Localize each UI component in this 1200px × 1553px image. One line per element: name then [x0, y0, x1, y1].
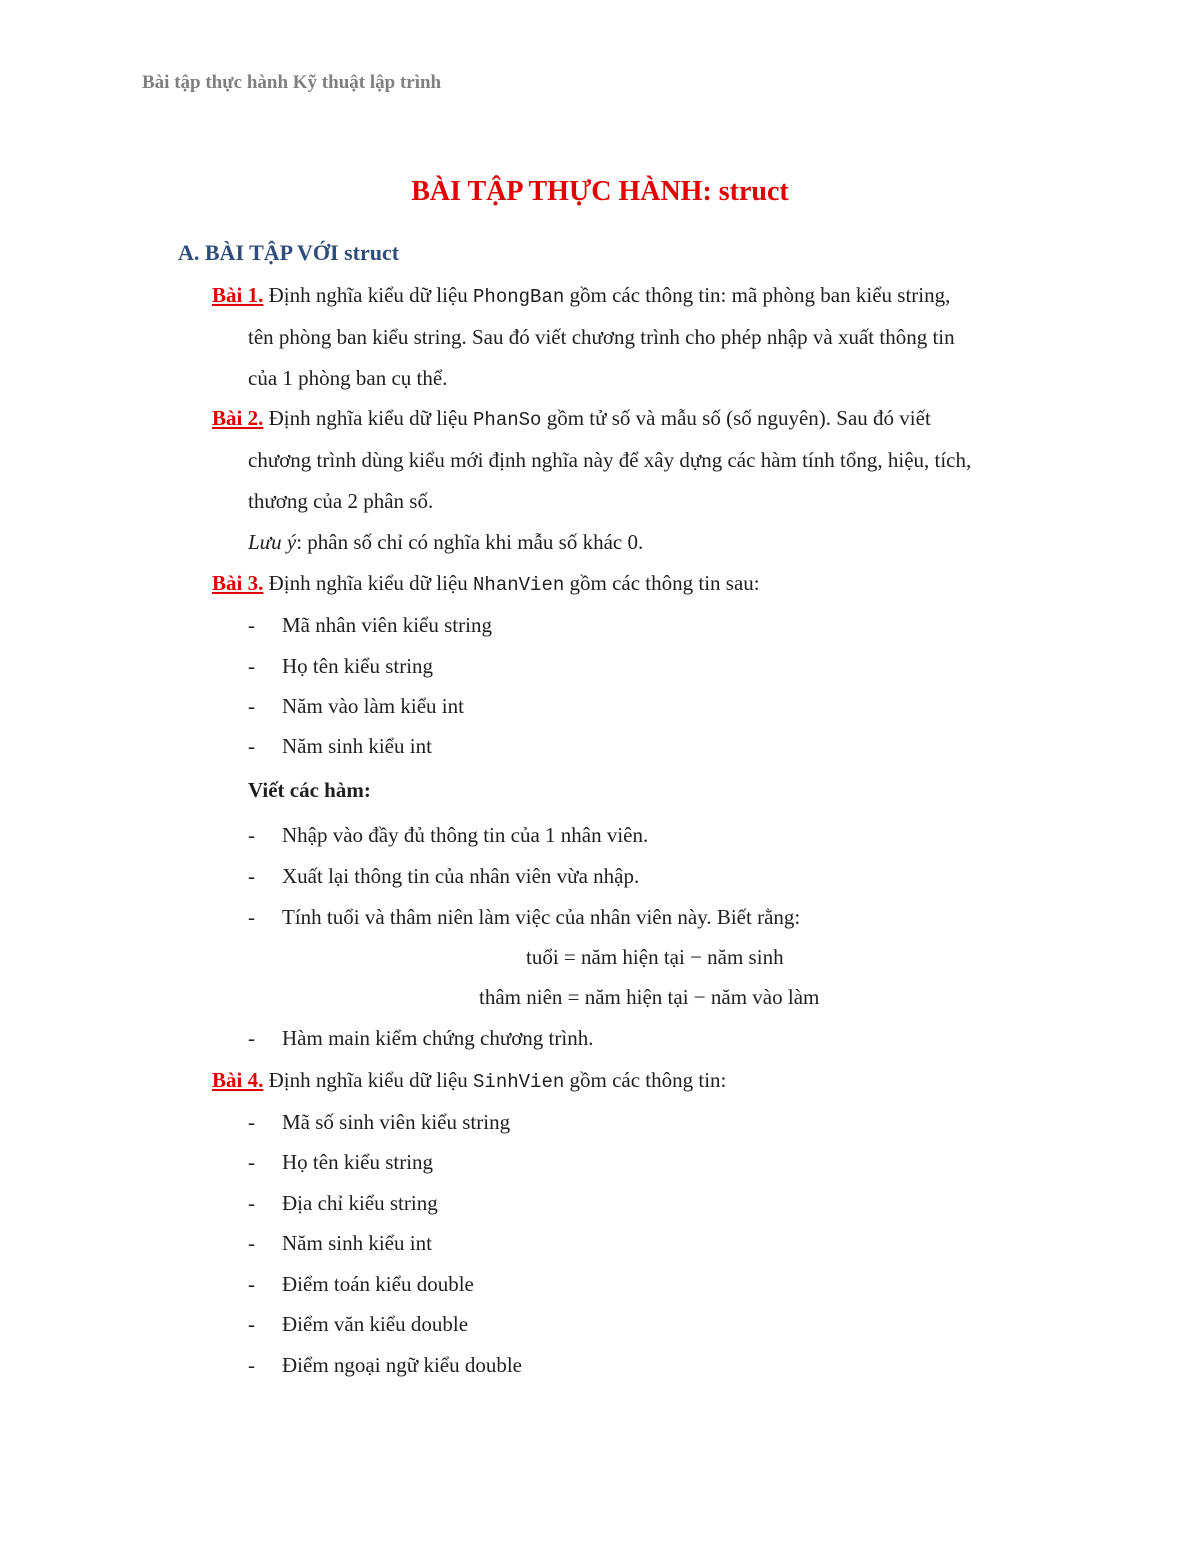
exercise-4-label: Bài 4.	[212, 1068, 264, 1092]
bullet-dash: -	[248, 1231, 255, 1255]
exercise-4-code: SinhVien	[473, 1071, 565, 1093]
exercise-3-field: Họ tên kiểu string	[282, 654, 434, 678]
note-text: : phân số chỉ có nghĩa khi mẫu số khác 0.	[296, 530, 644, 554]
exercise-3-field: Mã nhân viên kiểu string	[282, 613, 492, 637]
exercise-2-note	[248, 528, 643, 556]
exercise-3-field: Năm sinh kiểu int	[282, 734, 432, 758]
exercise-4-field: Năm sinh kiểu int	[282, 1231, 432, 1255]
exercise-3-function: Nhập vào đầy đủ thông tin của 1 nhân viên.	[282, 823, 649, 847]
bullet-dash: -	[248, 1026, 255, 1050]
functions-heading: Viết các hàm:	[248, 778, 371, 802]
bullet-dash: -	[248, 823, 255, 847]
formula-age: tuổi = năm hiện tại − năm sinh	[526, 945, 784, 969]
exercise-1-line-1	[212, 281, 950, 311]
bullet-dash: -	[248, 1150, 255, 1174]
bullet-dash: -	[248, 734, 255, 758]
exercise-2-line-1	[212, 404, 931, 434]
bullet-dash: -	[248, 1272, 255, 1296]
exercise-3-main-function: Hàm main kiểm chứng chương trình.	[282, 1026, 594, 1050]
exercise-3-function: Tính tuổi và thâm niên làm việc của nhân viên này. Biết rằng:	[282, 905, 801, 929]
exercise-1-code: PhongBan	[473, 286, 565, 308]
exercise-3-label: Bài 3.	[212, 571, 264, 595]
exercise-2-line-3: thương của 2 phân số.	[248, 489, 434, 513]
exercise-4-field: Mã số sinh viên kiểu string	[282, 1110, 511, 1134]
bullet-dash: -	[248, 1191, 255, 1215]
exercise-1-line-3: của 1 phòng ban cụ thể.	[248, 366, 448, 390]
bullet-dash: -	[248, 694, 255, 718]
running-header: Bài tập thực hành Kỹ thuật lập trình	[142, 72, 442, 93]
exercise-3-field: Năm vào làm kiểu int	[282, 694, 464, 718]
page-title: BÀI TẬP THỰC HÀNH: struct	[411, 176, 789, 207]
exercise-4-field: Điểm ngoại ngữ kiểu double	[282, 1353, 523, 1377]
exercise-1-line-2: tên phòng ban kiểu string. Sau đó viết chương trình cho phép nhập và xuất thông tin	[248, 325, 955, 349]
exercise-3-text-post: gồm các thông tin sau:	[564, 571, 760, 595]
exercise-2-line-2: chương trình dùng kiểu mới định nghĩa này để xây dựng các hàm tính tổng, hiệu, tích,	[248, 448, 972, 472]
exercise-3-code: NhanVien	[473, 574, 565, 596]
exercise-2-code: PhanSo	[473, 409, 542, 431]
exercise-2-text: Định nghĩa kiểu dữ liệu	[263, 406, 474, 430]
exercise-3-text: Định nghĩa kiểu dữ liệu	[263, 571, 474, 595]
section-heading-a: A. BÀI TẬP VỚI struct	[178, 240, 400, 265]
bullet-dash: -	[248, 1353, 255, 1377]
exercise-4-field: Họ tên kiểu string	[282, 1150, 434, 1174]
bullet-dash: -	[248, 654, 255, 678]
bullet-dash: -	[248, 864, 255, 888]
note-label: Lưu ý	[248, 530, 297, 554]
exercise-3-line-1	[212, 569, 760, 599]
exercise-4-text-post: gồm các thông tin:	[564, 1068, 727, 1092]
exercise-1-text: Định nghĩa kiểu dữ liệu	[263, 283, 474, 307]
exercise-4-text: Định nghĩa kiểu dữ liệu	[263, 1068, 474, 1092]
bullet-dash: -	[248, 1312, 255, 1336]
exercise-3-function: Xuất lại thông tin của nhân viên vừa nhập.	[282, 864, 640, 888]
exercise-4-field: Địa chỉ kiểu string	[282, 1191, 438, 1215]
exercise-4-field: Điểm toán kiểu double	[282, 1272, 474, 1296]
formula-seniority: thâm niên = năm hiện tại − năm vào làm	[479, 985, 820, 1009]
exercise-2-text-post: gồm tử số và mẫu số (số nguyên). Sau đó viết	[541, 406, 931, 430]
bullet-dash: -	[248, 1110, 255, 1134]
exercise-4-field: Điểm văn kiểu double	[282, 1312, 469, 1336]
exercise-1-label: Bài 1.	[212, 283, 264, 307]
bullet-dash: -	[248, 905, 255, 929]
exercise-2-label: Bài 2.	[212, 406, 264, 430]
exercise-1-text-post: gồm các thông tin: mã phòng ban kiểu string,	[564, 283, 951, 307]
exercise-4-line-1	[212, 1066, 726, 1096]
bullet-dash: -	[248, 613, 255, 637]
